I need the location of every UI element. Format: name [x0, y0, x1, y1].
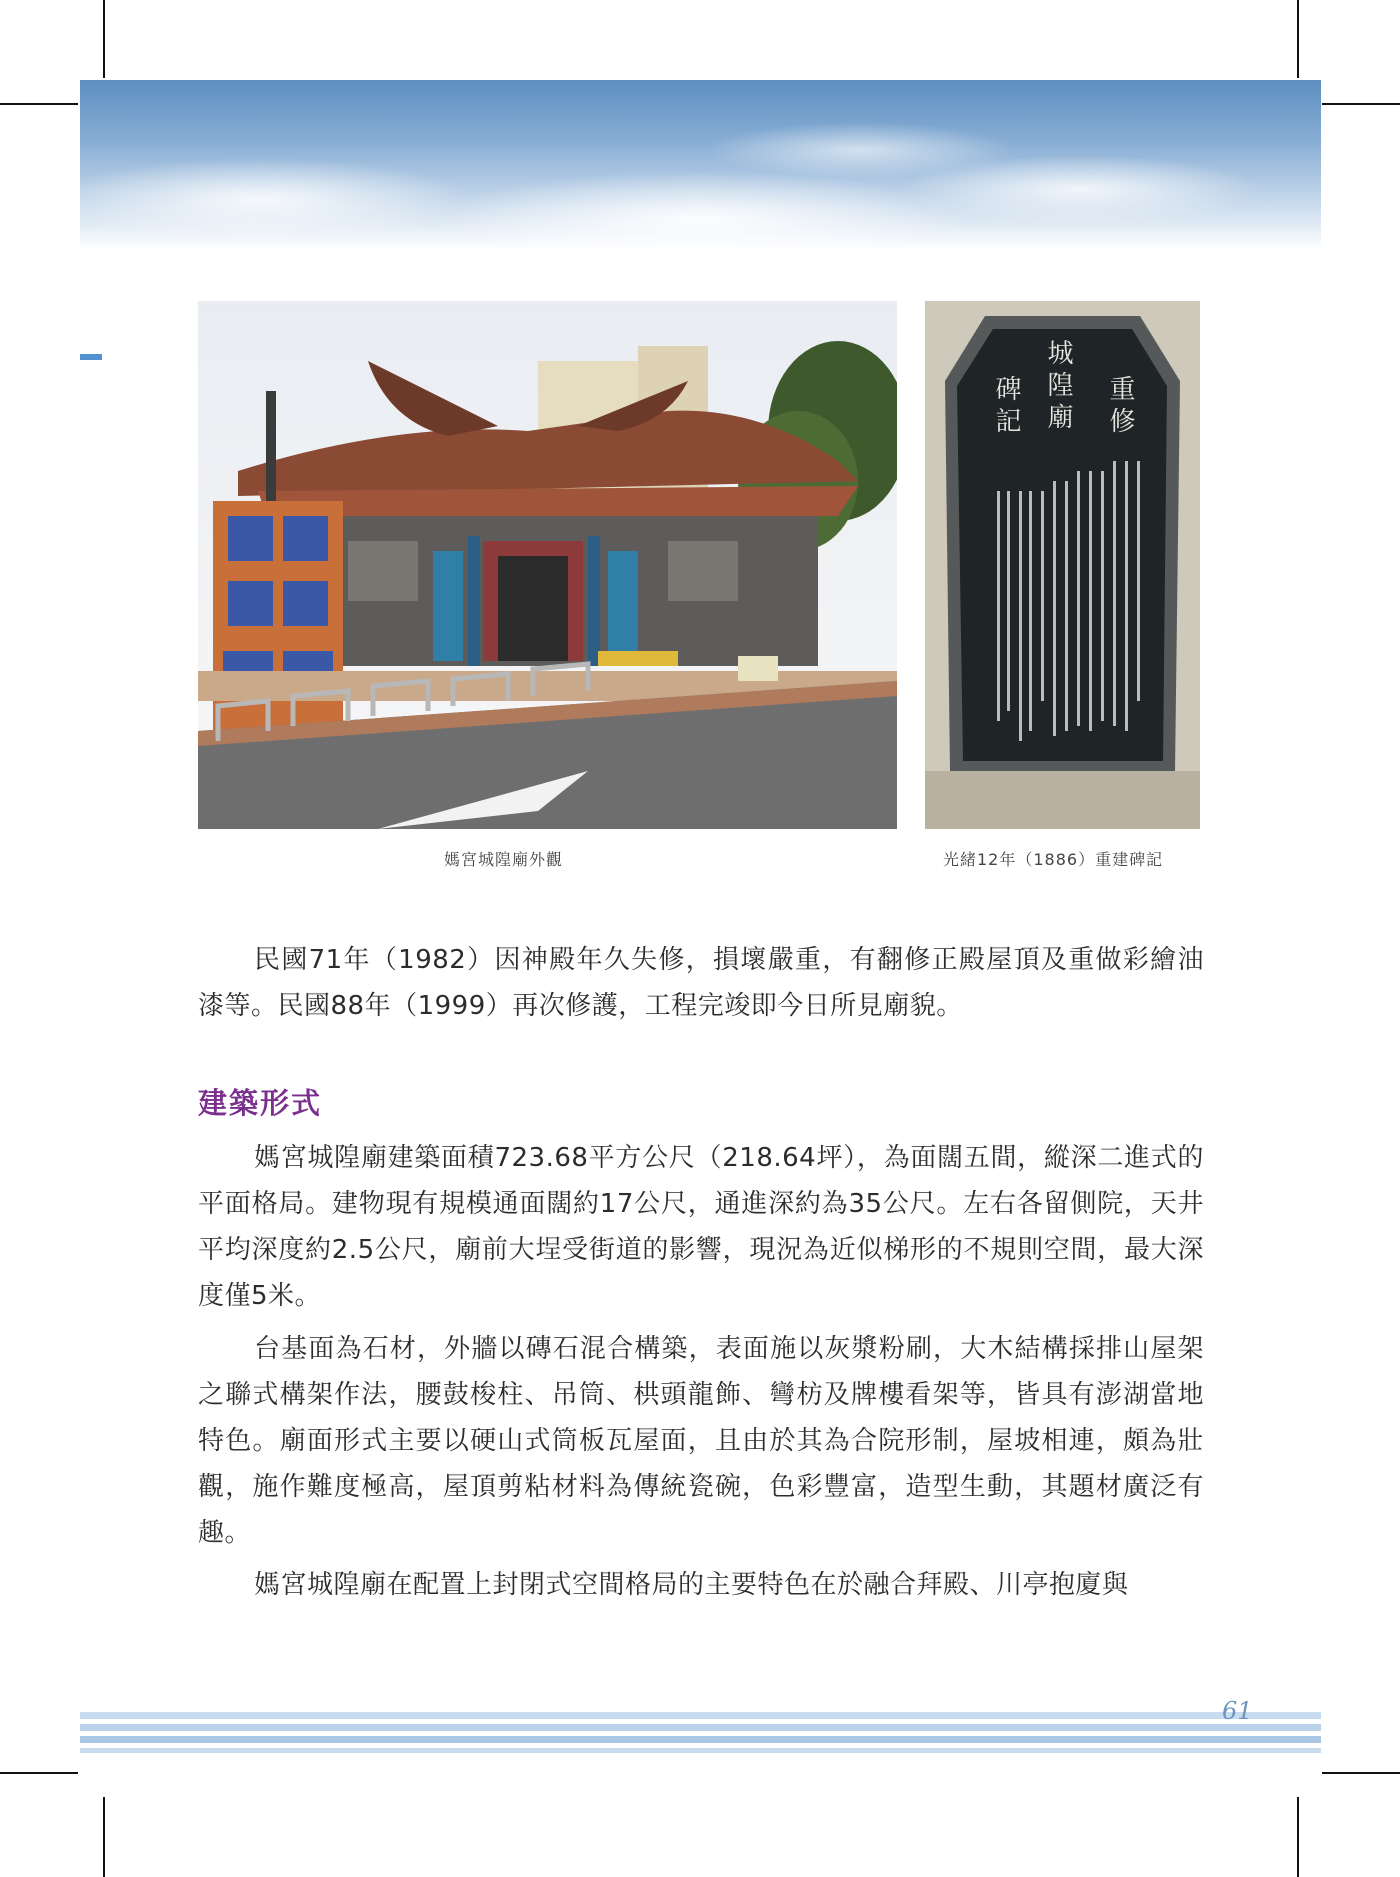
temple-photo-caption: 媽宮城隍廟外觀 [444, 850, 564, 869]
crop-mark-bottom-right-v [1297, 1797, 1299, 1877]
stele-inscription-photo [925, 301, 1200, 829]
section-heading: 建築形式 [198, 1086, 323, 1120]
crop-mark-bottom-left-h [0, 1772, 78, 1774]
footer-stripe-4 [80, 1748, 1321, 1753]
crop-mark-top-right-v [1297, 0, 1299, 78]
footer-stripe-3 [80, 1736, 1321, 1743]
header-sky-banner [80, 80, 1321, 250]
stele-title-col-3: 碑記 [991, 375, 1021, 439]
paragraph-structure: 台基面為石材，外牆以磚石混合構築，表面施以灰漿粉刷，大木結構採排山屋架之聯式構架作法，腰鼓梭柱、吊筒、栱頭龍飾、彎枋及牌樓看架等，皆具有澎湖當地特色。廟面形式主要以硬山式筒板瓦屋面，且由於其為合院形制，屋坡相連，頗為壯觀，施作難度極高，屋頂剪粘材料為傳統瓷碗，色彩豐富，造型生動，其題材廣泛有趣。 [198, 1334, 1204, 1548]
footer-stripe-2 [80, 1724, 1321, 1731]
crop-mark-top-left-h [0, 103, 78, 105]
footer-stripe-1 [80, 1712, 1321, 1719]
crop-mark-top-right-h [1322, 103, 1400, 105]
crop-mark-top-left-v [103, 0, 105, 78]
crop-mark-bottom-right-h [1322, 1772, 1400, 1774]
stele-title-col-2: 城隍廟 [1043, 339, 1073, 435]
page-number: 61 [1222, 1697, 1253, 1725]
paragraph-restoration: 民國71年（1982）因神殿年久失修，損壞嚴重，有翻修正殿屋頂及重做彩繪油漆等。民國88年（1999）再次修護，工程完竣即今日所見廟貌。 [198, 945, 1204, 1021]
temple-exterior-photo [198, 301, 897, 829]
stele-photo-caption: 光緒12年（1886）重建碑記 [943, 850, 1164, 869]
paragraph-configuration: 媽宮城隍廟在配置上封閉式空間格局的主要特色在於融合拜殿、川亭抱廈與 [254, 1570, 1129, 1600]
stele-title-col-1: 重修 [1105, 375, 1135, 439]
side-tab-marker [80, 354, 102, 360]
paragraph-layout: 媽宮城隍廟建築面積723.68平方公尺（218.64坪），為面闊五間，縱深二進式的平面格局。建物現有規模通面闊約17公尺，通進深約為35公尺。左右各留側院，天井平均深度約2.5公尺，廟前大埕受街道的影響，現況為近似梯形的不規則空間，最大深度僅5米。 [198, 1143, 1204, 1311]
crop-mark-bottom-left-v [103, 1797, 105, 1877]
